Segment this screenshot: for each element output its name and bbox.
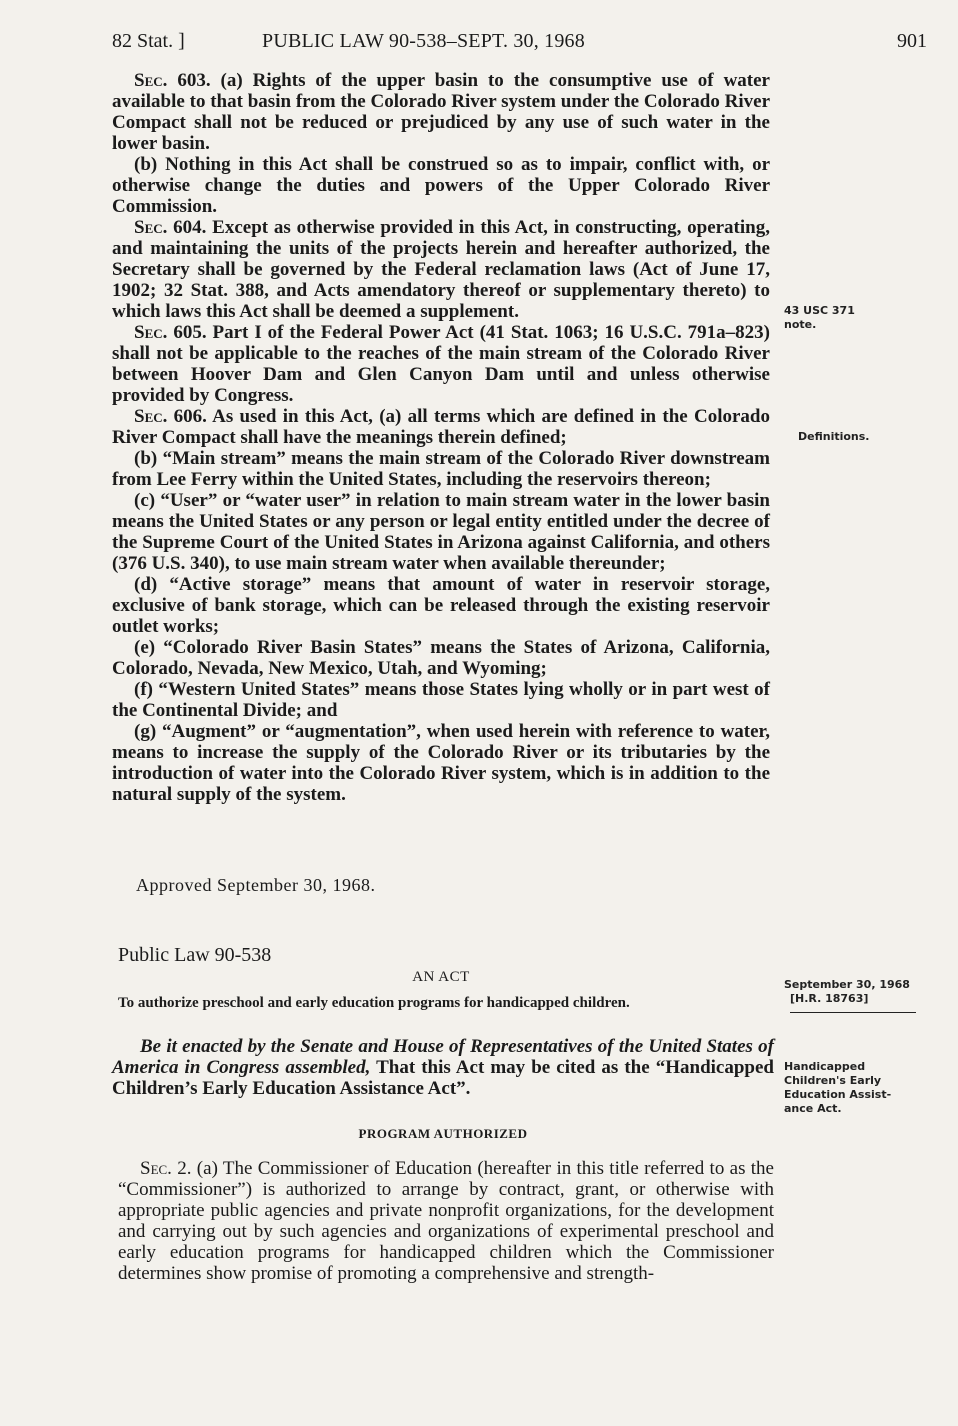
paragraph: (b) Nothing in this Act shall be construed so as to impair, conflict with, or otherwise change the duties and powers of the Upper Colorado River Commission.: [112, 154, 770, 217]
page-number: 901: [897, 30, 927, 52]
paragraph: Sec. 604. Except as otherwise provided in this Act, in constructing, operating, and maintaining the units of the projects herein and hereafter authorized, the Secretary shall be governed by the Federal reclamation laws (Act of June 17, 1902; 32 Stat. 388, and Acts amendatory thereof or supplementary thereto) to which laws this Act shall be deemed a supplement.: [112, 217, 770, 322]
section-2: Sec. 2. (a) The Commissioner of Education (hereafter in this title referred to as the “Commissioner”) is authorized to arrange by contract, grant, or otherwise with appropriate public agencies and private nonprofit organizations, for the development and carrying out by such agencies and organizations of experimental preschool and early education programs for handicapped children which the Commissioner determines show promise of promoting a comprehensive and strength-: [118, 1158, 774, 1284]
running-head: [112, 28, 927, 54]
section-lead: Sec. 604.: [134, 217, 207, 238]
margin-note-usc: 43 USC 371 note.: [784, 304, 855, 331]
long-title: To authorize preschool and early education programs for handicapped children.: [118, 995, 630, 1011]
paragraph: (g) “Augment” or “augmentation”, when used herein with reference to water, means to increase the supply of the Colorado River or its tributaries by the introduction of water into the Colorado River system, which is in addition to the natural supply of the system.: [112, 721, 770, 805]
paragraph: (f) “Western United States” means those States lying wholly or in part west of the Continental Divide; and: [112, 679, 770, 721]
section-subheading: PROGRAM AUTHORIZED: [358, 1126, 528, 1141]
paragraph: Sec. 606. As used in this Act, (a) all terms which are defined in the Colorado River Compact shall have the meanings therein defined;: [112, 406, 770, 448]
statute-volume: 82 Stat. ]: [112, 30, 185, 52]
enacting-formula: Be it enacted by the Senate and House of Representatives of the United States of America in Congress assembled,: [112, 1036, 774, 1078]
enacting-clause: Be it enacted by the Senate and House of Representatives of the United States of America in Congress assembled, That this Act may be cited as the “Handicapped Children’s Early Education Assistance Act”.: [112, 1036, 775, 1099]
paragraph: (b) “Main stream” means the main stream of the Colorado River downstream from Lee Ferry within the United States, including the reservoirs thereon;: [112, 448, 770, 490]
section-lead: Sec. 605.: [134, 322, 207, 343]
margin-note-short-title: Handicapped Children's Early Education Assist- ance Act.: [784, 1060, 892, 1115]
approval-date: Approved September 30, 1968.: [136, 875, 376, 895]
margin-note-definitions: Definitions.: [798, 430, 870, 443]
public-law-title: Public Law 90-538: [118, 944, 272, 966]
section-lead: Sec. 606.: [134, 406, 207, 427]
section-lead: Sec. 603.: [134, 70, 211, 91]
margin-note-date: September 30, 1968: [784, 978, 910, 991]
law-citation: PUBLIC LAW 90-538–SEPT. 30, 1968: [262, 30, 585, 52]
paragraph: Sec. 603. (a) Rights of the upper basin to the consumptive use of water available to that basin from the Colorado River system under the Colorado River Compact shall not be reduced or prejudiced by any use of such water in the lower basin.: [112, 70, 770, 154]
paragraph: (d) “Active storage” means that amount of water in reservoir storage, exclusive of bank storage, which can be released through the existing reservoir outlet works;: [112, 574, 770, 637]
margin-note-bill-number: [H.R. 18763]: [790, 992, 916, 1013]
paragraph: (c) “User” or “water user” in relation to main stream water in the lower basin means the United States or any person or legal entity entitled under the decree of the Supreme Court of the United States in Arizona against California, and others (376 U.S. 340), to use main stream water when available thereunder;: [112, 490, 770, 574]
sections-603-606: [112, 70, 770, 805]
paragraph: (e) “Colorado River Basin States” means the States of Arizona, California, Colorado, Nevada, New Mexico, Utah, and Wyoming;: [112, 637, 770, 679]
paragraph: Sec. 605. Part I of the Federal Power Act (41 Stat. 1063; 16 U.S.C. 791a–823) shall not be applicable to the reaches of the main stream of the Colorado River between Hoover Dam and Glen Canyon Dam until and unless otherwise provided by Congress.: [112, 322, 770, 406]
an-act-heading: AN ACT: [412, 969, 470, 985]
section-lead: Sec. 2.: [140, 1158, 192, 1179]
